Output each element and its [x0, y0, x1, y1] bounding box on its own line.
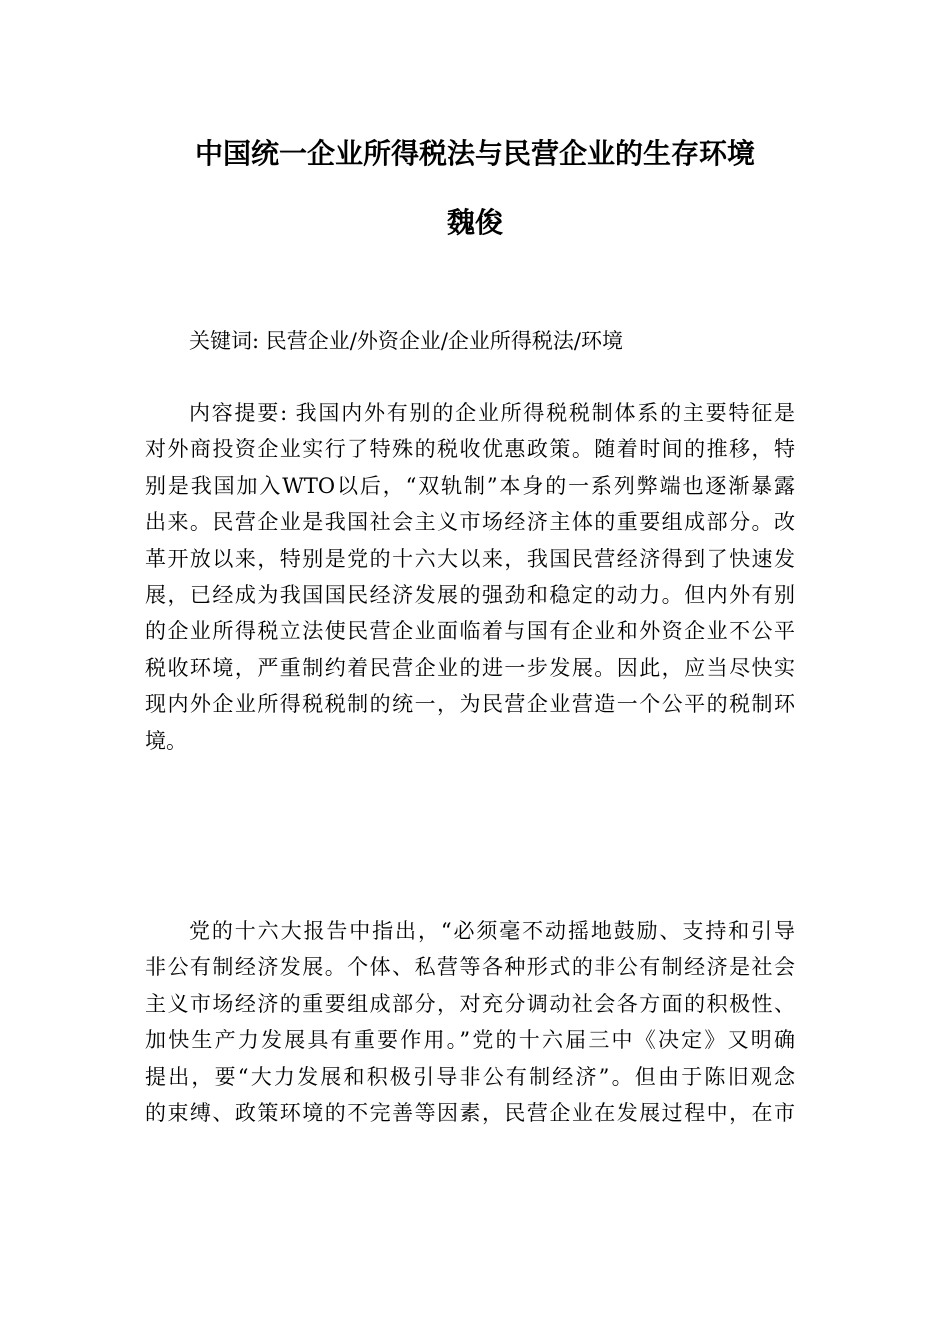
- document-author: 魏俊: [446, 206, 503, 239]
- abstract-line: 现内外企业所得税税制的统一，为民营企业营造一个公平的税制环: [145, 692, 795, 717]
- abstract-paragraph: [145, 395, 795, 759]
- abstract-line: 革开放以来，特别是党的十六大以来，我国民营经济得到了快速发: [145, 546, 795, 571]
- body-line: 党的十六大报告中指出，“必须毫不动摇地鼓励、支持和引导: [189, 919, 795, 943]
- abstract-line: 的企业所得税立法使民营企业面临着与国有企业和外资企业不公平: [145, 619, 795, 644]
- body-line: 主义市场经济的重要组成部分，对充分调动社会各方面的积极性、: [145, 991, 795, 1016]
- body-line: 非公有制经济发展。个体、私营等各种形式的非公有制经济是社会: [145, 955, 795, 980]
- body-line: 提出，要“大力发展和积极引导非公有制经济”。但由于陈旧观念: [145, 1064, 795, 1089]
- abstract-line: 别是我国加入WTO以后，“双轨制”本身的一系列弊端也逐渐暴露: [145, 473, 795, 498]
- body-line: 加快生产力发展具有重要作用。”党的十六届三中《决定》又明确: [145, 1028, 795, 1053]
- abstract-line: 境。: [145, 728, 187, 753]
- keywords-line: 关键词: 民营企业/外资企业/企业所得税法/环境: [189, 329, 623, 353]
- body-paragraph: [145, 913, 795, 1131]
- abstract-line: 内容提要: 我国内外有别的企业所得税税制体系的主要特征是: [189, 401, 795, 425]
- document-title: 中国统一企业所得税法与民营企业的生存环境: [194, 137, 755, 170]
- abstract-line: 展，已经成为我国国民经济发展的强劲和稳定的动力。但内外有别: [145, 582, 795, 607]
- abstract-line: 税收环境，严重制约着民营企业的进一步发展。因此，应当尽快实: [145, 655, 795, 680]
- abstract-line: 出来。民营企业是我国社会主义市场经济主体的重要组成部分。改: [145, 510, 795, 535]
- body-line: 的束缚、政策环境的不完善等因素，民营企业在发展过程中，在市: [145, 1100, 795, 1125]
- abstract-line: 对外商投资企业实行了特殊的税收优惠政策。随着时间的推移，特: [145, 437, 795, 462]
